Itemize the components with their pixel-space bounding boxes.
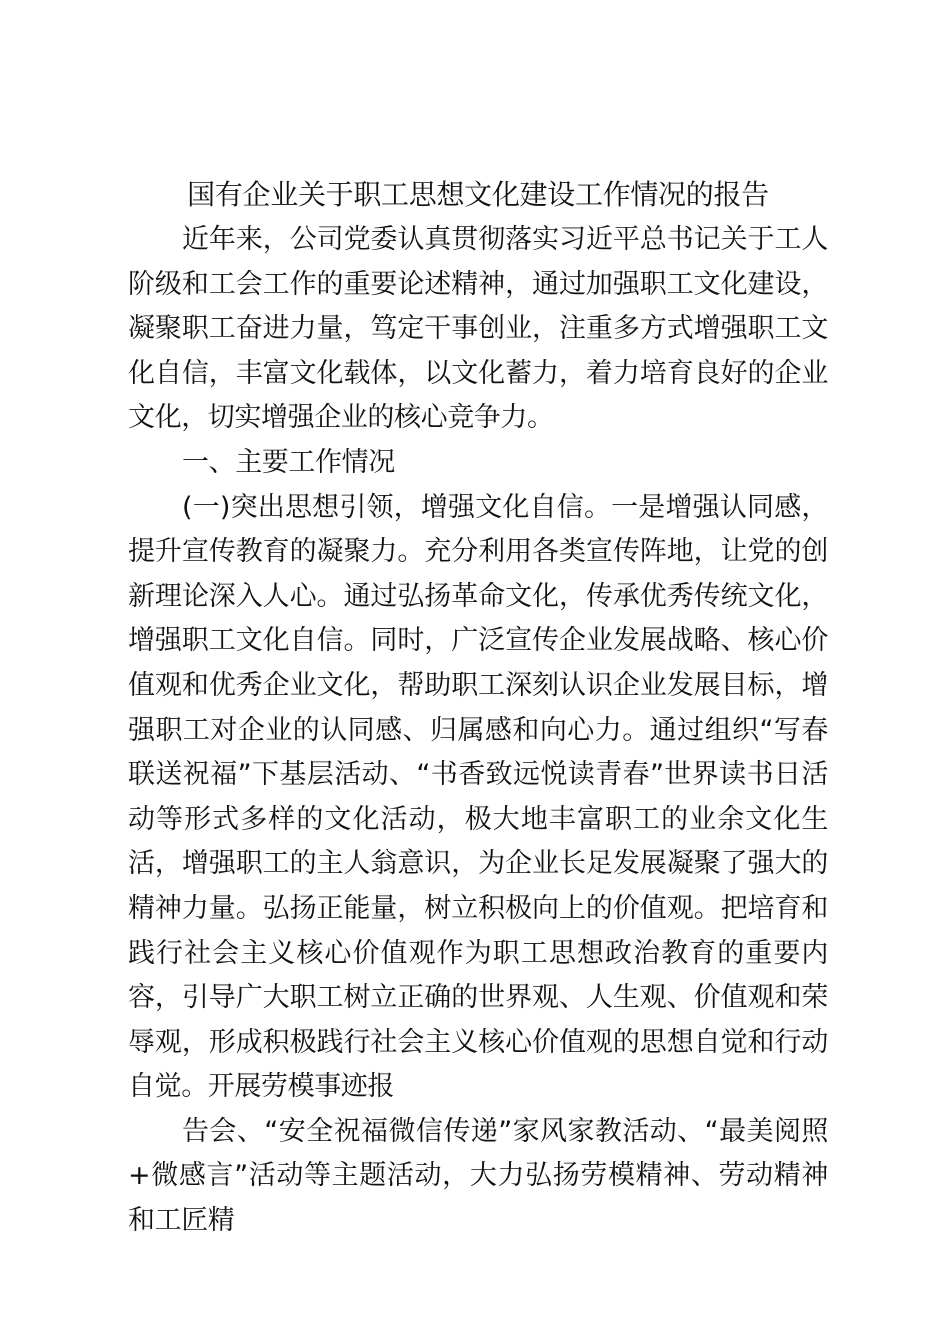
body-paragraph: (一)突出思想引领，增强文化自信。一是增强认同感，提升宣传教育的凝聚力。充分利用各类宣传阵地，让党的创新理论深入人心。通过弘扬革命文化，传承优秀传统文化，增强职工文化自信。同时，广泛宣传企业发展战略、核心价值观和优秀企业文化，帮助职工深刻认识企业发展目标，增强职工对企业的认同感、归属感和向心力。通过组织“写春联送祝福”下基层活动、“书香致远悦读青春”世界读书日活动等形式多样的文化活动，极大地丰富职工的业余文化生活，增强职工的主人翁意识，为企业长足发展凝聚了强大的精神力量。弘扬正能量，树立积极向上的价值观。把培育和践行社会主义核心价值观作为职工思想政治教育的重要内容，引导广大职工树立正确的世界观、人生观、价值观和荣辱观，形成积极践行社会主义核心价值观的思想自觉和行动自觉。开展劳模事迹报	[128, 491, 828, 1103]
section-heading: 一、主要工作情况	[182, 446, 395, 478]
body-paragraph-continued: 告会、“安全祝福微信传递”家风家教活动、“最美阅照+微感言”活动等主题活动，大力弘扬劳模精神、劳动精神和工匠精	[128, 1115, 828, 1237]
document-title: 国有企业关于职工思想文化建设工作情况的报告	[187, 178, 769, 211]
intro-paragraph: 近年来，公司党委认真贯彻落实习近平总书记关于工人阶级和工会工作的重要论述精神，通过加强职工文化建设，凝聚职工奋进力量，笃定干事创业，注重多方式增强职工文化自信，丰富文化载体，以文化蓄力，着力培育良好的企业文化，切实增强企业的核心竞争力。	[128, 224, 828, 434]
document-page	[128, 172, 828, 1244]
